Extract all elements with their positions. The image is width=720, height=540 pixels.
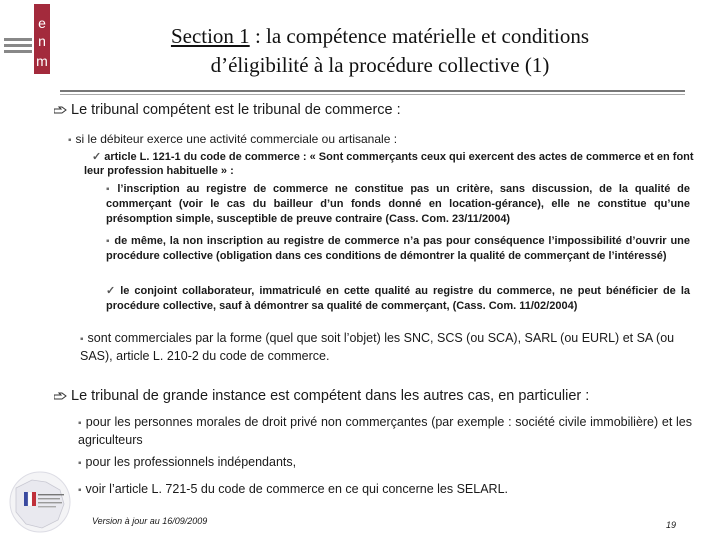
sub-bullet-professionnels: ▪ pour les professionnels indépendants, xyxy=(78,455,297,469)
square-bullet-icon: ▪ xyxy=(106,184,114,195)
square-bullet-icon: ▪ xyxy=(80,334,84,345)
title-section: Section 1 xyxy=(170,24,250,48)
square-bullet-icon: ▪ xyxy=(78,418,82,429)
point-inscription: ▪ l’inscription au registre de commerce ne constitue pas un critère, sans discussion, de la qualité de commerçant (voir le cas du bailleur d’un fonds donné en location-gérance), elle ne constitue qu’une présomption simple, susceptible de preuve contraire (Cass. Com. 23/11/2004) xyxy=(106,183,690,225)
page-number: 19 xyxy=(666,520,677,530)
ministry-emblem-logo xyxy=(6,470,80,534)
check-bullet-conjoint: ✓ le conjoint collaborateur, immatriculé en cette qualité au registre du commerce, ne peut bénéficier de la procédure collective, sauf à démontrer sa qualité de commerçant, (Cass. Com. 11/02/2004) xyxy=(106,285,690,312)
square-bullet-icon: ▪ xyxy=(68,135,72,146)
svg-text:e: e xyxy=(38,15,46,31)
sub-bullet-societes: ▪ sont commerciales par la forme (quel que soit l’objet) les SNC, SCS (ou SCA), SARL (ou EURL) et SA (ou SAS), article L. 210-2 du code de commerce. xyxy=(80,331,675,363)
bullet-tribunal-commerce: Le tribunal compétent est le tribunal de commerce : xyxy=(54,102,401,118)
bullet-tgi: Le tribunal de grande instance est compétent dans les autres cas, en particulier : xyxy=(54,388,589,404)
title-divider xyxy=(60,90,685,92)
sub-bullet-activite: ▪ si le débiteur exerce une activité commerciale ou artisanale : xyxy=(68,132,398,146)
svg-text:m: m xyxy=(36,53,48,69)
pointing-hand-icon xyxy=(54,392,67,401)
title-line1: : la compétence matérielle et conditions xyxy=(249,24,590,48)
title-line2: d’éligibilité à la procédure collective (1) xyxy=(210,53,550,77)
pointing-hand-icon xyxy=(54,106,67,115)
checkmark-icon: ✓ xyxy=(106,285,118,297)
square-bullet-icon: ▪ xyxy=(78,458,82,469)
check-bullet-article: ✓ article L. 121-1 du code de commerce : « Sont commerçants ceux qui exercent des actes de commerce et en font leur profession habituelle » : xyxy=(84,151,694,177)
svg-text:n: n xyxy=(38,33,46,49)
checkmark-icon: ✓ xyxy=(92,151,102,163)
square-bullet-icon: ▪ xyxy=(78,485,82,496)
version-footer: Version à jour au 16/09/2009 xyxy=(92,516,208,526)
sub-bullet-selarl: ▪ voir l’article L. 721-5 du code de commerce en ce qui concerne les SELARL. xyxy=(78,482,508,496)
point-non-inscription: ▪ de même, la non inscription au registre de commerce n’a pas pour conséquence l’impossibilité d’ouvrir une procédure collective (obligation dans ces conditions de démontrer la qualité de commerçant de l’intéressé) xyxy=(106,235,691,262)
enm-logo xyxy=(4,4,52,74)
page-title xyxy=(90,22,670,80)
square-bullet-icon: ▪ xyxy=(106,236,111,247)
title-divider-thin xyxy=(60,94,685,95)
sub-bullet-personnes-morales: ▪ pour les personnes morales de droit privé non commerçantes (par exemple : société civile immobilière) et les agriculteurs xyxy=(78,415,693,447)
